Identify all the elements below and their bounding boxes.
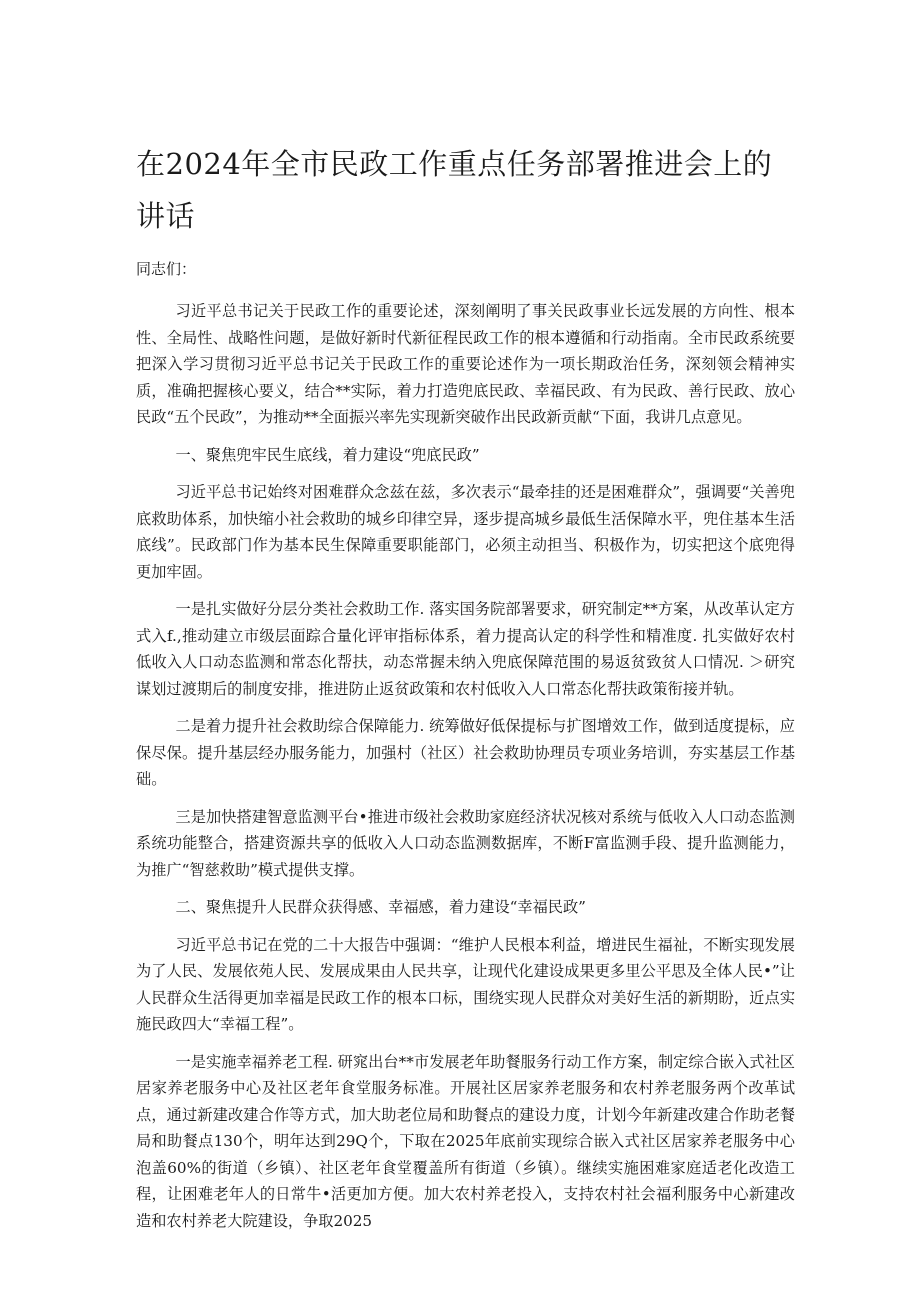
document-title: 在2024年全市民政工作重点任务部署推进会上的讲话 bbox=[136, 147, 773, 233]
paragraph-section2-intro: 习近平总书记在党的二十大报告中强调：“维护人民根本利益，增进民生福祉，不断实现发展为了人民、发展依苑人民、发展成果由人民共享，让现代化建设成果更多里公平思及全体人民•”让人民群众生活得更加幸福是民政工作的根本口标，围绕实现人民群众对美好生活的新期盼，近点实施民政四大“幸福工程”。 bbox=[136, 935, 795, 1033]
salutation: 同志们： bbox=[136, 260, 197, 278]
paragraph-section1-item1: 一是扎实做好分层分类社会救助工作. 落实国务院部署要求，研究制定**方案，从改革认定方式入f.,推动建立市级层面踪合量化评审指标体系，着力提高认定的科学性和精准度. 扎实做好农村低收入人口动态监测和常态化帮扶，动态常握未纳入兜底保障范围的易返贫致贫人口情况. ＞研究谋划过渡期后的制度安排，推进防止返贫政策和农村低收入人口常态化帮扶政策衔接并轨。 bbox=[136, 600, 795, 698]
section-heading-1: 一、聚焦兜牢民生底线，着力建设“兜底民政” bbox=[175, 445, 480, 464]
paragraph-section1-item2: 二是着力提升社会救助综合保障能力. 统筹做好低保提标与扩图增效工作，做到适度提标，应保尽保。提升基层经办服务能力，加强村（社区）社会救助协理员专项业务培训，夯实基层工作基础。 bbox=[136, 717, 795, 788]
paragraph-section1-item3: 三是加快搭建智意监测平台•推进市级社会救助家庭经济状况核对系统与低收入人口动态监测系统功能整合，搭建资源共享的低收入人口动态监测数据库，不断F富监测手段、提升监测能力，为推广“智慈救助”模式提供支撑。 bbox=[136, 807, 795, 879]
section-heading-2: 二、聚焦提升人民群众获得感、幸福感，着力建设“幸福民政” bbox=[175, 898, 586, 916]
paragraph-intro: 习近平总书记关于民政工作的重要论述，深刻阐明了事关民政事业长远发展的方向性、根本性、全局性、战略性问题，是做好新时代新征程民政工作的根本遵循和行动指南。全市民政系统要把深入学习贯彻习近平总书记关于民政工作的重要论述作为一项长期政治任务，深刻领会精神实质，准确把握核心要义，结合**实际，着力打造兜底民政、幸福民政、有为民政、善行民政、放心民政“五个民政”，为推动**全面振兴率先实现新突破作出民政新贡献“下面，我讲几点意见。 bbox=[136, 302, 795, 426]
paragraph-section2-item1: 一是实施幸福养老工程. 研窕出台**市发展老年助餐服务行动工作方案，制定综合嵌入式社区居家养老服务中心及社区老年食堂服务标准。开展社区居家养老服务和农村养老服务两个改革试点，通过新建改建合作等方式，加大助老位局和助餐点的建设力度，计划今年新建改建合作助老餐局和助餐点130个，明年达到29Q个，下取在2025年底前实现综合嵌入式社区居家养老服务中心泡盖60%的街道（乡镇）、社区老年食堂覆盖所有街道（乡镇）。继续实施困难家庭适老化改造工程，让困难老年人的日常牛•活更加方便。加大农村养老投入，支持农村社会福利服务中心新建改造和农村养老大院建设，争取2025 bbox=[136, 1052, 795, 1230]
paragraph-section1-intro: 习近平总书记始终对困难群众念兹在兹，多次表示“最牵挂的还是困难群众”，强调要“关善兜底救助体系，加快缩小社会救助的城乡印律空异，逐步提高城乡最低生活保障水平，兜住基本生活底线”。民政部门作为基本民生保障重要职能部门，必须主动担当、积极作为，切实把这个底兜得更加牢固。 bbox=[136, 483, 795, 581]
